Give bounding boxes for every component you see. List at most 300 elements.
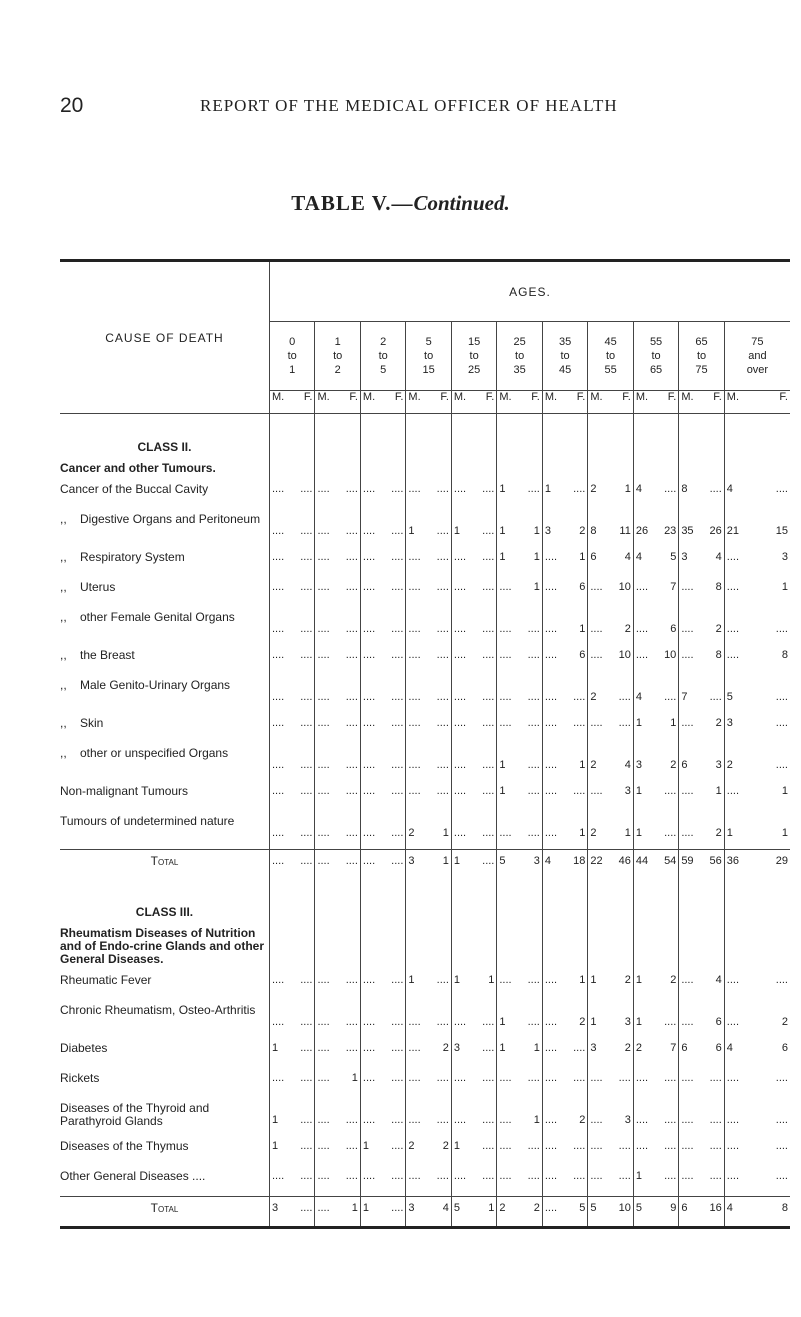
female-count: .... — [345, 581, 358, 593]
count-pair — [679, 1140, 723, 1152]
count-cell — [451, 970, 496, 1000]
count-pair — [725, 827, 790, 839]
age-group-a: 1 — [334, 336, 341, 348]
age-group-b: to — [560, 350, 570, 362]
count-pair — [406, 1016, 450, 1028]
female-count: .... — [300, 623, 313, 635]
ditto-mark: ,, — [60, 746, 67, 760]
count-cell — [451, 577, 496, 607]
female-count: .... — [391, 974, 404, 986]
female-count: .... — [345, 827, 358, 839]
male-count: .... — [408, 581, 421, 593]
female-count: .... — [345, 1016, 358, 1028]
age-group-a: 15 — [468, 336, 481, 348]
male-count: .... — [453, 759, 467, 771]
count-cell — [633, 713, 678, 743]
count-cell — [269, 1166, 314, 1197]
count-pair — [634, 1114, 678, 1126]
count-pair — [406, 551, 450, 563]
female-count: .... — [300, 483, 313, 495]
count-cell — [724, 645, 790, 675]
male-count: .... — [271, 691, 285, 703]
male-count: .... — [681, 785, 694, 797]
male-count: .... — [317, 649, 330, 661]
female-count: .... — [345, 649, 358, 661]
male-count: .... — [408, 1114, 421, 1126]
count-pair — [634, 649, 678, 661]
male-count: 4 — [726, 1042, 733, 1054]
count-pair — [270, 1016, 314, 1028]
count-pair — [315, 623, 359, 635]
male-count: .... — [544, 691, 558, 703]
ditto-mark: ,, — [60, 678, 67, 692]
male-total: .... — [544, 1202, 558, 1214]
male-total: 4 — [544, 855, 551, 867]
cause-text: Cancer of the Buccal Cavity — [60, 482, 209, 496]
class-heading-row — [60, 879, 790, 923]
count-pair — [497, 1072, 541, 1084]
female-label: F. — [531, 391, 540, 403]
count-pair — [497, 1170, 541, 1182]
female-count: .... — [300, 525, 313, 537]
cause-label — [60, 1068, 269, 1098]
male-count: .... — [453, 1072, 467, 1084]
female-count: 4 — [624, 551, 631, 563]
age-group-a: 65 — [695, 336, 708, 348]
female-count: .... — [482, 525, 495, 537]
female-label: F. — [303, 391, 313, 403]
female-count: 2 — [624, 1042, 631, 1054]
count-cell — [406, 713, 451, 743]
count-pair — [406, 1170, 450, 1182]
age-group-c: 5 — [380, 364, 387, 376]
female-count: .... — [345, 525, 358, 537]
male-count: 1 — [499, 1016, 506, 1028]
male-count: .... — [453, 649, 467, 661]
count-cell — [406, 970, 451, 1000]
count-cell — [360, 1098, 405, 1136]
count-pair — [588, 1042, 632, 1054]
count-pair — [315, 855, 359, 867]
count-pair — [679, 759, 723, 771]
count-pair — [588, 1114, 632, 1126]
male-count: .... — [681, 649, 694, 661]
count-pair — [315, 1042, 359, 1054]
count-pair — [315, 1114, 359, 1126]
male-count: .... — [453, 1170, 467, 1182]
count-pair — [634, 581, 678, 593]
table-row — [60, 1166, 790, 1197]
count-cell — [451, 547, 496, 577]
male-count: .... — [408, 717, 421, 729]
female-count: 1 — [488, 974, 495, 986]
female-count: .... — [664, 1072, 677, 1084]
empty-cell — [315, 923, 360, 970]
count-pair — [543, 1042, 587, 1054]
female-count: .... — [300, 1072, 313, 1084]
count-cell — [406, 479, 451, 509]
female-count: .... — [775, 623, 788, 635]
age-group-b: to — [378, 350, 388, 362]
count-pair — [497, 1042, 541, 1054]
male-count: 1 — [271, 1042, 279, 1054]
male-count: .... — [408, 1170, 421, 1182]
count-pair — [270, 623, 314, 635]
table-row — [60, 1000, 790, 1038]
cause-label — [60, 1038, 269, 1068]
count-pair — [270, 1114, 314, 1126]
age-group-a: 25 — [513, 336, 526, 348]
count-cell — [360, 743, 405, 781]
male-count: .... — [726, 551, 740, 563]
count-pair — [543, 1016, 587, 1028]
count-pair — [361, 785, 405, 797]
age-group-a: 45 — [604, 336, 617, 348]
count-pair — [725, 1140, 790, 1152]
count-pair — [497, 691, 541, 703]
table-row — [60, 781, 790, 811]
count-pair — [679, 785, 723, 797]
empty-cell — [269, 879, 314, 923]
male-count: .... — [362, 1072, 376, 1084]
female-count: 1 — [579, 827, 586, 839]
count-pair — [406, 483, 450, 495]
count-pair — [634, 623, 678, 635]
count-cell — [497, 645, 542, 675]
female-count: 2 — [715, 623, 722, 635]
male-count: .... — [317, 1114, 330, 1126]
age-group-c: 15 — [422, 364, 435, 376]
count-cell — [360, 1166, 405, 1197]
female-total: 1 — [442, 855, 449, 867]
total-cell — [315, 850, 360, 880]
count-pair — [634, 759, 678, 771]
age-group-c: over — [746, 364, 769, 376]
count-pair — [406, 855, 450, 867]
empty-cell — [588, 458, 633, 479]
count-pair — [361, 1202, 405, 1214]
count-pair — [452, 1072, 496, 1084]
empty-cell — [633, 923, 678, 970]
table-row — [60, 509, 790, 547]
male-count: .... — [681, 1170, 694, 1182]
count-pair — [725, 1072, 790, 1084]
total-cell — [679, 850, 724, 880]
male-count: .... — [317, 785, 330, 797]
count-pair — [361, 1072, 405, 1084]
age-group-c: 45 — [558, 364, 572, 376]
total-cell — [315, 1197, 360, 1228]
female-count: .... — [527, 623, 540, 635]
female-count: .... — [482, 1016, 495, 1028]
count-cell — [269, 675, 314, 713]
male-total: 1 — [362, 1202, 370, 1214]
count-pair — [543, 1170, 587, 1182]
female-label: F. — [667, 391, 677, 403]
count-cell — [360, 811, 405, 850]
count-cell — [679, 509, 724, 547]
male-count: .... — [635, 1072, 649, 1084]
count-pair — [452, 525, 496, 537]
female-count: .... — [300, 551, 313, 563]
count-pair — [270, 649, 314, 661]
sex-header — [406, 391, 451, 414]
count-cell — [269, 547, 314, 577]
count-cell — [315, 509, 360, 547]
age-group-b: to — [696, 350, 707, 362]
female-count: 1 — [533, 581, 540, 593]
table-body — [60, 414, 790, 1228]
female-count: 1 — [533, 1114, 540, 1126]
count-cell — [451, 781, 496, 811]
female-count: .... — [391, 1114, 404, 1126]
male-count: .... — [271, 785, 285, 797]
count-pair — [679, 974, 723, 986]
male-count: .... — [453, 551, 467, 563]
male-count: .... — [453, 717, 467, 729]
male-count: 1 — [362, 1140, 370, 1152]
count-cell — [360, 509, 405, 547]
count-pair — [315, 691, 359, 703]
class-subheading-row — [60, 923, 790, 970]
female-count: 2 — [781, 1016, 788, 1028]
count-cell — [360, 1068, 405, 1098]
count-cell — [497, 1068, 542, 1098]
count-cell — [588, 1166, 633, 1197]
empty-cell — [542, 879, 587, 923]
count-pair — [361, 1140, 405, 1152]
male-count: .... — [544, 974, 558, 986]
female-count: .... — [664, 1114, 677, 1126]
female-total: 9 — [670, 1202, 677, 1214]
count-cell — [542, 811, 587, 850]
female-count: .... — [345, 691, 358, 703]
male-count: .... — [317, 827, 330, 839]
female-count: .... — [664, 1016, 677, 1028]
count-pair — [725, 974, 790, 986]
female-count: .... — [709, 1170, 722, 1182]
male-count: .... — [726, 1114, 740, 1126]
female-count: .... — [664, 827, 677, 839]
female-count: .... — [436, 483, 449, 495]
female-total: 4 — [442, 1202, 449, 1214]
male-count: .... — [271, 974, 285, 986]
male-count: 21 — [726, 525, 740, 537]
female-count: 4 — [624, 759, 631, 771]
count-cell — [542, 1136, 587, 1166]
count-pair — [588, 855, 632, 867]
total-cell — [497, 1197, 542, 1228]
empty-cell — [451, 923, 496, 970]
male-count: .... — [362, 581, 376, 593]
count-pair — [406, 1114, 450, 1126]
count-pair — [679, 855, 723, 867]
female-count: .... — [775, 691, 788, 703]
male-count: .... — [362, 759, 376, 771]
male-count: .... — [590, 1114, 603, 1126]
empty-cell — [315, 414, 360, 459]
cause-label — [60, 1098, 269, 1136]
total-cell — [269, 1197, 314, 1228]
count-cell — [451, 1166, 496, 1197]
count-pair — [497, 855, 541, 867]
male-count: 1 — [635, 827, 642, 839]
count-cell — [588, 743, 633, 781]
count-cell — [679, 479, 724, 509]
count-pair — [497, 717, 541, 729]
total-cell — [497, 850, 542, 880]
count-pair — [452, 1016, 496, 1028]
male-count: .... — [408, 551, 421, 563]
male-count: .... — [271, 717, 285, 729]
cause-text: Rheumatic Fever — [60, 973, 152, 987]
male-label: M. — [499, 391, 512, 403]
female-count: .... — [775, 1072, 788, 1084]
female-count: .... — [482, 759, 495, 771]
male-count: .... — [726, 1072, 740, 1084]
age-group-b: to — [515, 350, 525, 362]
count-cell — [269, 1136, 314, 1166]
male-count: .... — [362, 1016, 376, 1028]
sex-header — [269, 391, 314, 414]
female-count: .... — [391, 581, 404, 593]
count-pair — [634, 1140, 678, 1152]
male-count: .... — [590, 623, 603, 635]
female-count: .... — [436, 974, 449, 986]
count-cell — [542, 781, 587, 811]
female-count: .... — [482, 717, 495, 729]
table-title-main: TABLE V.— — [291, 191, 414, 215]
count-pair — [725, 1114, 790, 1126]
count-pair — [725, 855, 790, 867]
female-count: .... — [527, 691, 540, 703]
cause-text: other or unspecified Organs — [80, 746, 229, 760]
count-cell — [406, 547, 451, 577]
male-count: .... — [726, 1170, 740, 1182]
female-total: 18 — [573, 855, 586, 867]
count-cell — [633, 645, 678, 675]
count-cell — [633, 811, 678, 850]
table-row — [60, 645, 790, 675]
class-heading-row — [60, 414, 790, 459]
ditto-mark: ,, — [60, 716, 67, 730]
class-subheading: Rheumatism Diseases of Nutrition and of Endo-crine Glands and other General Diseases. — [60, 926, 265, 966]
male-count: .... — [681, 623, 694, 635]
count-pair — [315, 974, 359, 986]
count-pair — [679, 551, 723, 563]
table-row — [60, 607, 790, 645]
count-pair — [270, 827, 314, 839]
count-pair — [270, 1072, 314, 1084]
page-number: 20 — [60, 94, 84, 117]
male-count: .... — [317, 623, 330, 635]
count-pair — [588, 581, 632, 593]
male-count: .... — [499, 1170, 512, 1182]
male-count: .... — [499, 691, 512, 703]
male-count: .... — [726, 785, 740, 797]
male-count: .... — [544, 1042, 558, 1054]
count-cell — [406, 1000, 451, 1038]
table-row — [60, 547, 790, 577]
male-count: .... — [362, 623, 376, 635]
count-pair — [679, 827, 723, 839]
count-pair — [588, 649, 632, 661]
count-pair — [315, 1140, 359, 1152]
count-pair — [543, 974, 587, 986]
female-count: .... — [300, 1140, 313, 1152]
female-count: .... — [527, 717, 540, 729]
male-count: .... — [544, 551, 558, 563]
male-count: 3 — [544, 525, 551, 537]
count-cell — [360, 970, 405, 1000]
count-cell — [315, 1068, 360, 1098]
female-count: .... — [775, 1140, 788, 1152]
male-count: 2 — [590, 759, 597, 771]
female-count: .... — [300, 1016, 313, 1028]
table-row — [60, 811, 790, 850]
female-total: 1 — [488, 1202, 495, 1214]
female-count: 1 — [715, 785, 722, 797]
female-count: 1 — [624, 827, 631, 839]
total-row — [60, 850, 790, 880]
female-total: 2 — [533, 1202, 540, 1214]
female-count: 6 — [670, 623, 677, 635]
count-pair — [361, 974, 405, 986]
count-cell — [360, 1136, 405, 1166]
sex-header — [679, 391, 724, 414]
count-pair — [725, 483, 790, 495]
female-count: .... — [573, 1140, 586, 1152]
count-cell — [269, 1000, 314, 1038]
female-count: .... — [436, 1016, 449, 1028]
female-count: 2 — [442, 1140, 449, 1152]
empty-cell — [588, 414, 633, 459]
class-heading: CLASS III. — [135, 905, 194, 919]
count-pair — [679, 623, 723, 635]
count-cell — [679, 607, 724, 645]
female-count: 10 — [664, 649, 677, 661]
male-count: .... — [362, 1042, 376, 1054]
female-count: 5 — [670, 551, 677, 563]
count-cell — [633, 1098, 678, 1136]
male-count: .... — [271, 649, 285, 661]
female-count: .... — [482, 1072, 495, 1084]
count-pair — [270, 1170, 314, 1182]
count-pair — [315, 717, 359, 729]
count-cell — [360, 713, 405, 743]
count-pair — [725, 1170, 790, 1182]
count-pair — [543, 581, 587, 593]
female-count: .... — [345, 759, 358, 771]
female-total: .... — [482, 855, 495, 867]
empty-cell — [633, 879, 678, 923]
male-total: 6 — [681, 1202, 688, 1214]
female-count: .... — [618, 1140, 631, 1152]
count-pair — [588, 483, 632, 495]
count-cell — [588, 1098, 633, 1136]
sex-header — [542, 391, 587, 414]
female-count: .... — [391, 483, 404, 495]
count-cell — [679, 577, 724, 607]
male-count: .... — [408, 1072, 421, 1084]
count-cell — [542, 743, 587, 781]
male-count: 1 — [590, 1016, 597, 1028]
count-cell — [269, 781, 314, 811]
ages-header: AGES. — [269, 261, 790, 322]
male-count: .... — [453, 785, 467, 797]
female-count: .... — [527, 759, 540, 771]
count-cell — [542, 479, 587, 509]
